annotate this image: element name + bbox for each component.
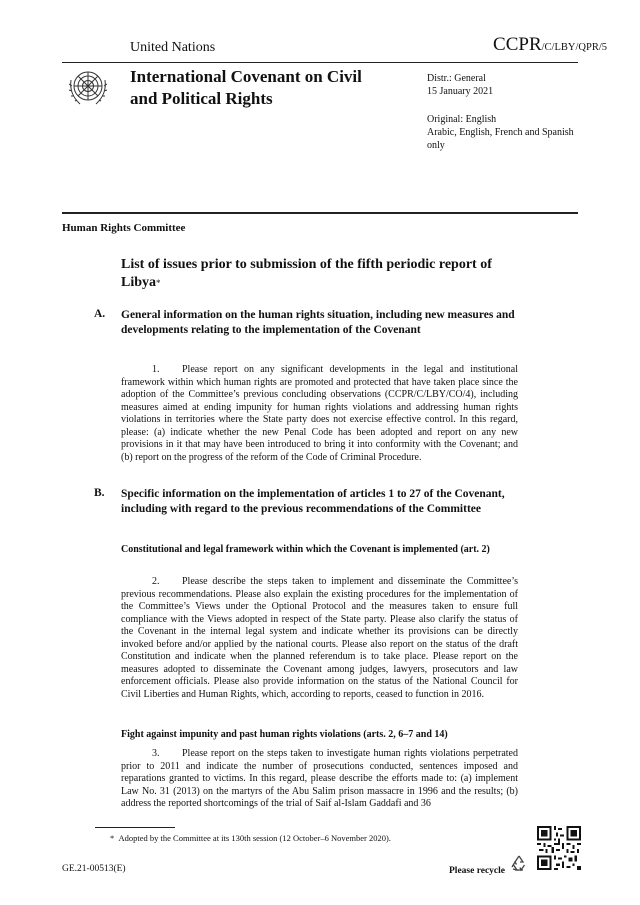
paragraph-3-number: 3. xyxy=(152,748,160,759)
document-code: GE.21-00513(E) xyxy=(62,864,126,874)
distribution: Distr.: General xyxy=(427,73,486,84)
subheading-impunity: Fight against impunity and past human rights violations (arts. 2, 6–7 and 14) xyxy=(121,729,448,740)
footnote xyxy=(110,833,391,843)
header-rule xyxy=(62,62,578,63)
document-title xyxy=(121,256,521,292)
title-footnote-marker: * xyxy=(156,278,161,288)
paragraph-1-number: 1. xyxy=(152,364,160,375)
subheading-constitutional-framework: Constitutional and legal framework within which the Covenant is implemented (art. 2) xyxy=(121,544,490,555)
footnote-rule xyxy=(95,827,175,828)
footnote-text: Adopted by the Committee at its 130th session (12 October–6 November 2020). xyxy=(118,833,391,843)
org-name: United Nations xyxy=(130,40,216,55)
committee-name: Human Rights Committee xyxy=(62,222,186,234)
section-a-heading: General information on the human rights situation, including new measures and developments relating to the implementation of the Covenant xyxy=(121,309,515,336)
symbol-main: CCPR xyxy=(493,34,542,55)
recycle-label: Please recycle xyxy=(449,866,505,876)
paragraph-1 xyxy=(121,364,518,464)
paragraph-1-text: Please report on any significant developments in the legal and institutional framework within which human rights are promoted and protected that have taken place since the adoption of the Committee’s previous concluding observations (CCPR/C/LBY/CO/4), including measures aimed at ending impunity for human rights violations and addressing human rights violations in territories where the State party does not exercise effective control. In this regard, please: (a) indicate whether the new Penal Code has been adopted and report on any new provisions in it that may have been introduced to bring it into conformity with the Covenant; and (b) report on the progress of the reform of the Code of Criminal Procedure. xyxy=(121,364,518,463)
document-symbol xyxy=(493,34,607,56)
paragraph-3 xyxy=(121,748,518,811)
paragraph-2-number: 2. xyxy=(152,576,160,587)
available-languages: Arabic, English, French and Spanish only xyxy=(427,127,574,151)
title-rule xyxy=(62,212,578,214)
issue-date: 15 January 2021 xyxy=(427,86,494,97)
footnote-marker: * xyxy=(110,833,115,843)
distribution-block xyxy=(427,72,493,98)
paragraph-2-text: Please describe the steps taken to implement and disseminate the Committee’s previous recommendations. Please also explain the existing procedures for the implementation of the Committee’s Views under the Optional Protocol and the measures taken to ensure full compliance with the Views adopted in respect of the State party. Please also clarify the status of the Covenant in the internal legal system and indicate whether its provisions can be directly invoked before and/or applied by the national courts. Please also report on the status of the draft Constitution and indicate when the planned referendum is to take place. Please report on the measures adopted to disseminate the Covenant among judges, lawyers, prosecutors and law enforcement officials. Please also provide information on the status of the National Council for Civil Liberties and Human Rights, which, according to reports, ceased to function in 2016. xyxy=(121,576,518,700)
symbol-suffix: /C/LBY/QPR/5 xyxy=(541,42,607,53)
covenant-title: International Covenant on Civil and Political Rights xyxy=(130,67,362,108)
original-language: Original: English xyxy=(427,114,497,125)
document-title-text: List of issues prior to submission of the fifth periodic report of Libya xyxy=(121,257,492,290)
qr-code-icon xyxy=(537,826,581,870)
section-a-letter: A. xyxy=(94,308,106,320)
language-block xyxy=(427,113,577,152)
recycle-icon xyxy=(509,853,529,873)
un-emblem-icon xyxy=(66,66,110,110)
section-b-letter: B. xyxy=(94,487,105,499)
paragraph-2 xyxy=(121,576,518,701)
paragraph-3-text: Please report on the steps taken to investigate human rights violations perpetrated prior to 2011 and indicate the number of prosecutions conducted, sentences imposed and reparations granted to victims. In this regard, please describe the efforts made to: (a) implement Law No. 31 (2013) on the martyrs of the Abu Salim prison massacre in 1996 and the results; (b) address the reported shortcomings of the trial of Saif al-Islam Gaddafi and 36 xyxy=(121,748,518,809)
section-b-heading: Specific information on the implementation of articles 1 to 27 of the Covenant, including with regard to the previous recommendations of the Committee xyxy=(121,488,505,515)
